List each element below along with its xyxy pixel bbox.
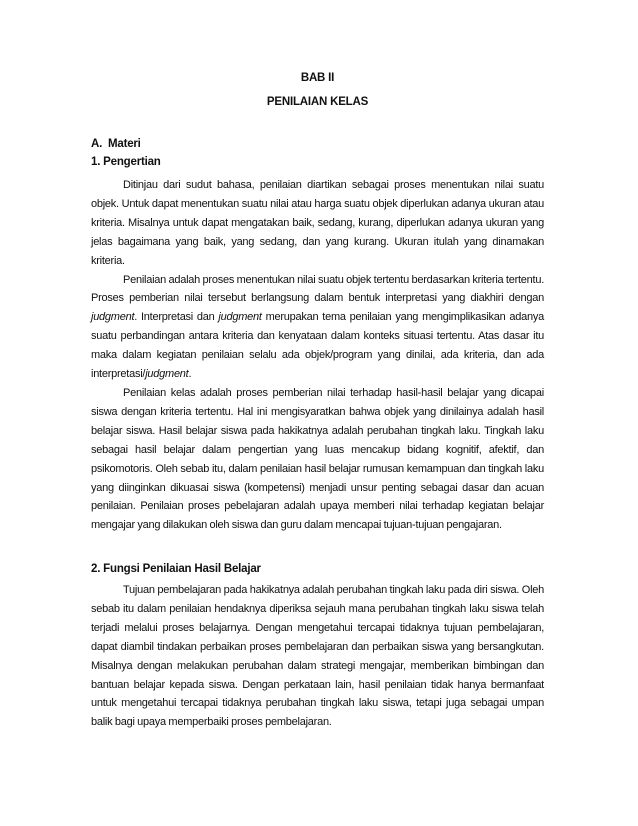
pengertian-paragraph-3: Penilaian kelas adalah proses pemberian nilai terhadap hasil-hasil belajar yang dicapai siswa dengan kriteria tertentu. Hal ini mengisyaratkan bahwa objek yang dinilainya adalah hasil belajar siswa. Hasil belajar siswa pada hakikatnya adalah perubahan tingkah laku. Tingkah laku sebagai hasil belajar dalam pengertian yang luas mencakup bidang kognitif, afektif, dan psikomotoris. Oleh sebab itu, dalam penilaian hasil belajar rumusan kemampuan dan tingkah laku yang diinginkan dikuasai siswa (kompetensi) menjadi unsur penting sebagai dasar dan acuan penilaian. Penilaian proses pebelajaran adalah upaya memberi nilai terhadap kegiatan belajar mengajar yang dilakukan oleh siswa dan guru dalam mencapai tujuan-tujuan pengajaran. xyxy=(91,386,544,532)
paragraph-text: merupakan tema penilaian yang mengimplikasikan adanya suatu perbandingan antara kriteria dan kenyataan dalam konteks situasi tertentu. Atas dasar itu maka dalam kegiatan penilaian selalu ada objek/program yang dinilai, ada kriteria, dan ada interpretasi/ xyxy=(91,311,544,381)
pengertian-body xyxy=(91,176,544,535)
section-heading-materi xyxy=(91,138,141,150)
fungsi-paragraph-1: Tujuan pembelajaran pada hakikatnya adalah perubahan tingkah laku pada diri siswa. Oleh sebab itu dalam penilaian hendaknya diperiksa sejauh mana perubahan tingkah laku siswa telah terjadi melalui proses belajarnya. Dengan mengetahui tercapai tidaknya tujuan pembelajaran, dapat diambil tindakan perbaikan proses pembelajaran dan perbaikan siswa yang bersangkutan. Misalnya dengan melakukan perubahan dalam strategi mengajar, memberikan bimbingan dan bantuan belajar kepada siswa. Dengan perkataan lain, hasil penilaian tidak hanya bermanfaat untuk mengetahui tercapai tidaknya perubahan tingkah laku siswa, tetapi juga sebagai umpan balik bagi upaya memperbaiki proses pembelajaran. xyxy=(91,584,544,729)
chapter-title: PENILAIAN KELAS xyxy=(266,96,369,108)
pengertian-paragraph-1: Ditinjau dari sudut bahasa, penilaian diartikan sebagai proses menentukan nilai suatu objek. Untuk dapat menentukan suatu nilai atau harga suatu objek diperlukan adanya ukuran atau kriteria. Misalnya untuk dapat mengatakan baik, sedang, kurang, diperlukan adanya ukuran yang jelas bagaimana yang baik, yang sedang, dan yang kurang. Ukuran itulah yang dinamakan kriteria. xyxy=(91,179,544,267)
section-title: Materi xyxy=(108,138,141,150)
italic-term: judgment xyxy=(145,368,189,381)
subsection-heading-pengertian: 1. Pengertian xyxy=(91,156,161,168)
paragraph-text: . Interpretasi dan xyxy=(134,311,219,324)
paragraph-text: . xyxy=(188,368,192,381)
pengertian-paragraph-2 xyxy=(91,271,544,384)
section-letter: A. xyxy=(91,138,103,150)
italic-term: judgment xyxy=(91,311,135,324)
subsection-heading-fungsi: 2. Fungsi Penilaian Hasil Belajar xyxy=(91,563,261,575)
paragraph-text: Penilaian adalah proses menentukan nilai suatu objek tertentu berdasarkan kriteria tertentu. Proses pemberian nilai tersebut berlangsung dalam bentuk interpretasi yang diakhiri dengan xyxy=(91,273,544,305)
chapter-number: BAB II xyxy=(300,72,335,84)
italic-term: judgment xyxy=(218,311,262,324)
fungsi-body xyxy=(91,581,544,732)
